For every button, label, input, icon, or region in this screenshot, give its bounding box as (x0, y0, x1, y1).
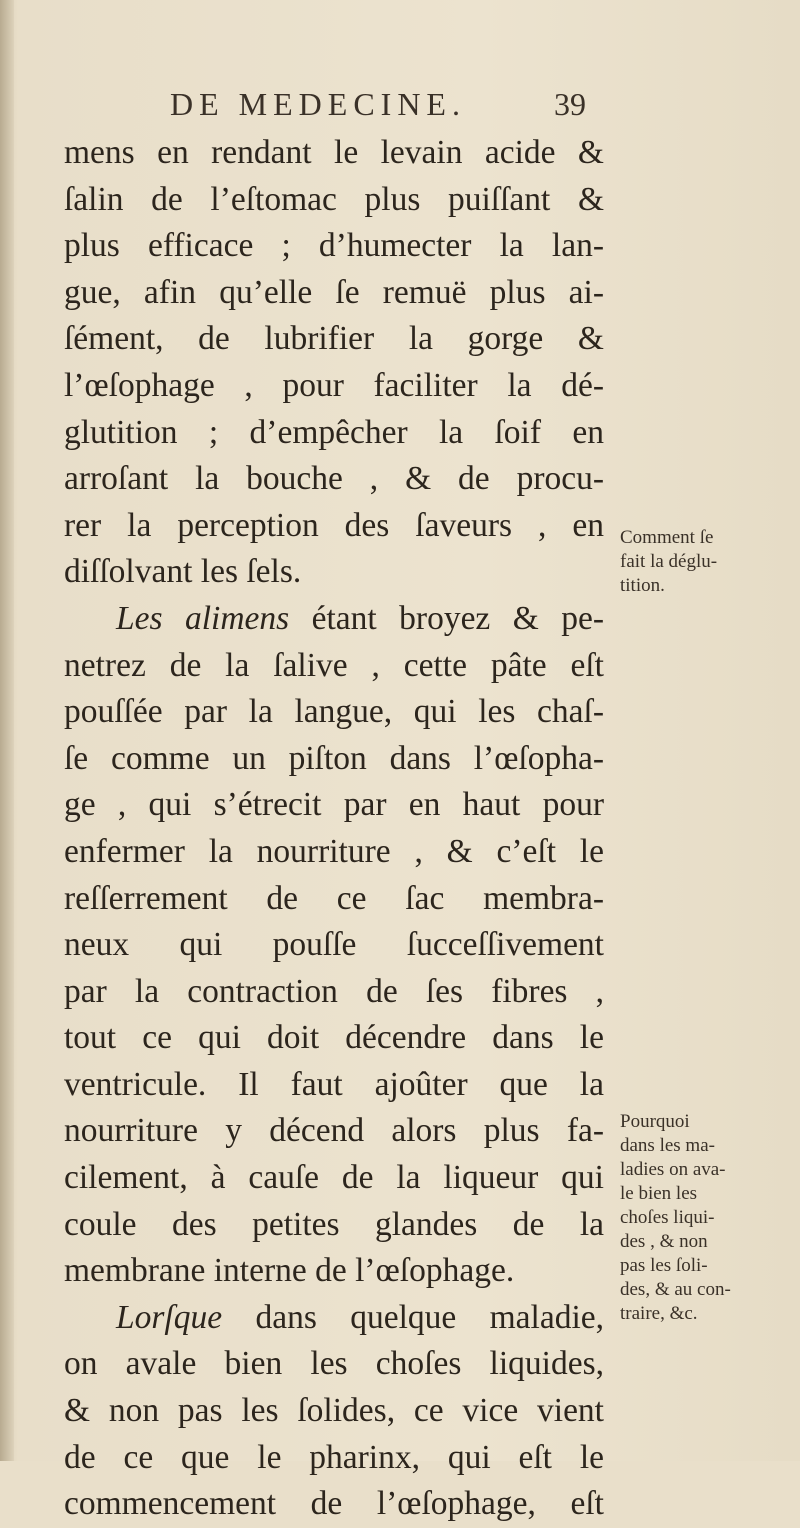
margin-note-deglutition (620, 526, 780, 598)
margin-note-line: tition. (620, 575, 665, 596)
margin-note-line: des, & au con- (620, 1279, 731, 1300)
text-line: nourriture y décend alors plus fa- (64, 1112, 604, 1150)
main-text-block (64, 130, 604, 1528)
text-line: pouſſée par la langue, qui les chaſ- (64, 693, 604, 731)
text-line: par la contraction de ſes fibres , (64, 972, 604, 1010)
text-line: diſſolvant les ſels. (64, 553, 302, 591)
text-line: tout ce qui doit décendre dans le (64, 1019, 604, 1057)
text-line: enfermer la nourriture , & c’eſt le (64, 832, 604, 870)
page-number: 39 (554, 86, 586, 122)
text-line: glutition ; d’empêcher la ſoif en (64, 413, 604, 451)
margin-note-line: traire, &c. (620, 1303, 698, 1324)
text-line: & non pas les ſolides, ce vice vient (64, 1392, 604, 1430)
text-line: gue, afin qu’elle ſe remuë plus ai- (64, 273, 604, 311)
paragraph-lead: Lorſque (116, 1298, 223, 1336)
margin-note-line: fait la déglu- (620, 551, 718, 572)
margin-note-line: le bien les (620, 1183, 698, 1204)
paragraph-lead: Les alimens (116, 599, 290, 637)
text-line: rer la perception des ſaveurs , en (64, 506, 604, 544)
text-line: neux qui pouſſe ſucceſſivement (64, 926, 604, 964)
margin-note-line: Comment ſe (620, 527, 714, 548)
text-line: cilement, à cauſe de la liqueur qui (64, 1159, 604, 1197)
margin-note-line: Pourquoi (620, 1111, 690, 1132)
text-line: reſſerrement de ce ſac membra- (64, 879, 604, 917)
margin-note-line: choſes liqui- (620, 1207, 715, 1228)
text-line: commencement de l’œſophage, eſt (64, 1485, 604, 1523)
margin-note-line: pas les ſoli- (620, 1255, 708, 1276)
text-line: netrez de la ſalive , cette pâte eſt (64, 646, 604, 684)
text-line: ſe comme un piſton dans l’œſopha- (64, 739, 604, 777)
text-line: ſalin de l’eſtomac plus puiſſant & (64, 180, 604, 218)
margin-note-line: ladies on ava- (620, 1159, 726, 1180)
margin-note-line: dans les ma- (620, 1135, 715, 1156)
running-title: DE MEDECINE. (170, 86, 466, 122)
text-line: ventricule. Il faut ajoûter que la (64, 1065, 604, 1103)
text-line: plus efficace ; d’humecter la lan- (64, 227, 604, 265)
text-line: mens en rendant le levain acide & (64, 134, 604, 171)
text-line: ge , qui s’étrecit par en haut pour (64, 786, 604, 824)
text-line: ſément, de lubrifier la gorge & (64, 320, 604, 358)
page-gutter (0, 0, 14, 1461)
text-line: on avale bien les choſes liquides, (64, 1345, 604, 1383)
text-line: Lorſque dans quelque maladie, (116, 1298, 604, 1336)
text-line: arroſant la bouche , & de procu- (64, 460, 604, 498)
text-line: l’œſophage , pour faciliter la dé- (64, 366, 604, 404)
text-line: Les alimens étant broyez & pe- (116, 599, 605, 637)
margin-note-line: des , & non (620, 1231, 708, 1252)
text-line: de ce que le pharinx, qui eſt le (64, 1438, 604, 1476)
text-line: coule des petites glandes de la (64, 1205, 604, 1243)
margin-note-liquids (620, 1110, 780, 1326)
text-line: membrane interne de l’œſophage. (64, 1252, 515, 1290)
